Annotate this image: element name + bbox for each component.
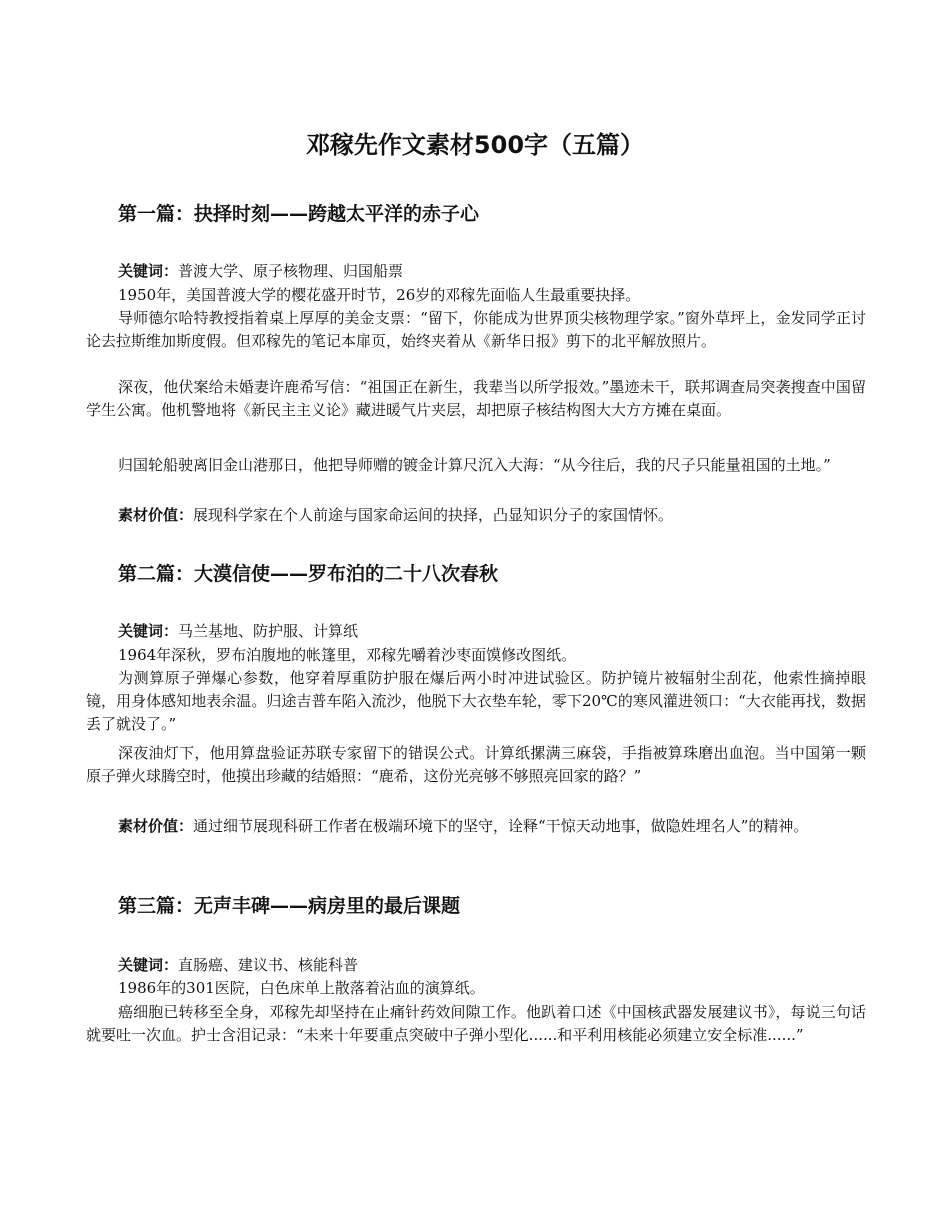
keywords-label: 关键词： <box>118 956 179 974</box>
keywords-text: 普渡大学、原子核物理、归国船票 <box>178 262 404 280</box>
section-3-keywords <box>86 954 866 977</box>
keywords-label: 关键词： <box>118 622 179 640</box>
section-2-paragraph: 1964年深秋，罗布泊腹地的帐篷里，邓稼先嚼着沙枣面馍修改图纸。 <box>118 646 577 664</box>
section-3-paragraph: 1986年的301医院，白色床单上散落着沾血的演算纸。 <box>118 979 485 997</box>
section-1-paragraph: 导师德尔哈特教授指着桌上厚厚的美金支票：“留下，你能成为世界顶尖核物理学家。”窗外草坪上，金发同学正讨论去拉斯维加斯度假。但邓稼先的笔记本扉页，始终夹着从《新华日报》剪下的北平解放照片。 <box>86 309 866 350</box>
page-title: 邓稼先作文素材500字（五篇） <box>305 131 645 159</box>
section-2-value <box>86 815 866 838</box>
keywords-text: 直肠癌、建议书、核能科普 <box>178 956 359 974</box>
section-2-keywords <box>86 620 866 643</box>
section-2-heading: 第二篇：大漠信使——罗布泊的二十八次春秋 <box>118 563 499 585</box>
keywords-text: 马兰基地、防护服、计算纸 <box>178 622 359 640</box>
value-label: 素材价值： <box>118 506 194 524</box>
section-1-heading: 第一篇：抉择时刻——跨越太平洋的赤子心 <box>118 203 480 225</box>
section-1-value <box>86 504 866 527</box>
section-3-paragraph: 癌细胞已转移至全身，邓稼先却坚持在止痛针药效间隙工作。他趴着口述《中国核武器发展建议书》，每说三句话就要吐一次血。护士含泪记录：“未来十年要重点突破中子弹小型化......和平利用核能必须建立安全标准......” <box>86 1003 866 1044</box>
section-2-paragraph: 深夜油灯下，他用算盘验证苏联专家留下的错误公式。计算纸摞满三麻袋，手指被算珠磨出血泡。当中国第一颗原子弹火球腾空时，他摸出珍藏的结婚照：“鹿希，这份光亮够不够照亮回家的路？” <box>86 744 866 785</box>
section-1-keywords <box>86 260 866 283</box>
value-text: 展现科学家在个人前途与国家命运间的抉择，凸显知识分子的家国情怀。 <box>193 506 674 524</box>
keywords-label: 关键词： <box>118 262 179 280</box>
section-1-paragraph: 归国轮船驶离旧金山港那日，他把导师赠的镀金计算尺沉入大海：“从今往后，我的尺子只能量祖国的土地。” <box>118 456 831 474</box>
value-label: 素材价值： <box>118 817 194 835</box>
section-1-paragraph: 深夜，他伏案给未婚妻许鹿希写信：“祖国正在新生，我辈当以所学报效。”墨迹未干，联邦调查局突袭搜查中国留学生公寓。他机警地将《新民主主义论》藏进暖气片夹层，却把原子核结构图大大方方摊在桌面。 <box>86 378 866 419</box>
section-3-heading: 第三篇：无声丰碑——病房里的最后课题 <box>118 895 461 917</box>
section-1-paragraph: 1950年，美国普渡大学的樱花盛开时节，26岁的邓稼先面临人生最重要抉择。 <box>118 286 641 304</box>
value-text: 通过细节展现科研工作者在极端环境下的坚守，诠释“干惊天动地事，做隐姓埋名人”的精神。 <box>193 817 809 835</box>
section-2-paragraph: 为测算原子弹爆心参数，他穿着厚重防护服在爆后两小时冲进试验区。防护镜片被辐射尘刮花，他索性摘掉眼镜，用身体感知地表余温。归途吉普车陷入流沙，他脱下大衣垫车轮，零下20℃的寒风灌进领口：“大衣能再找，数据丢了就没了。” <box>86 669 866 733</box>
